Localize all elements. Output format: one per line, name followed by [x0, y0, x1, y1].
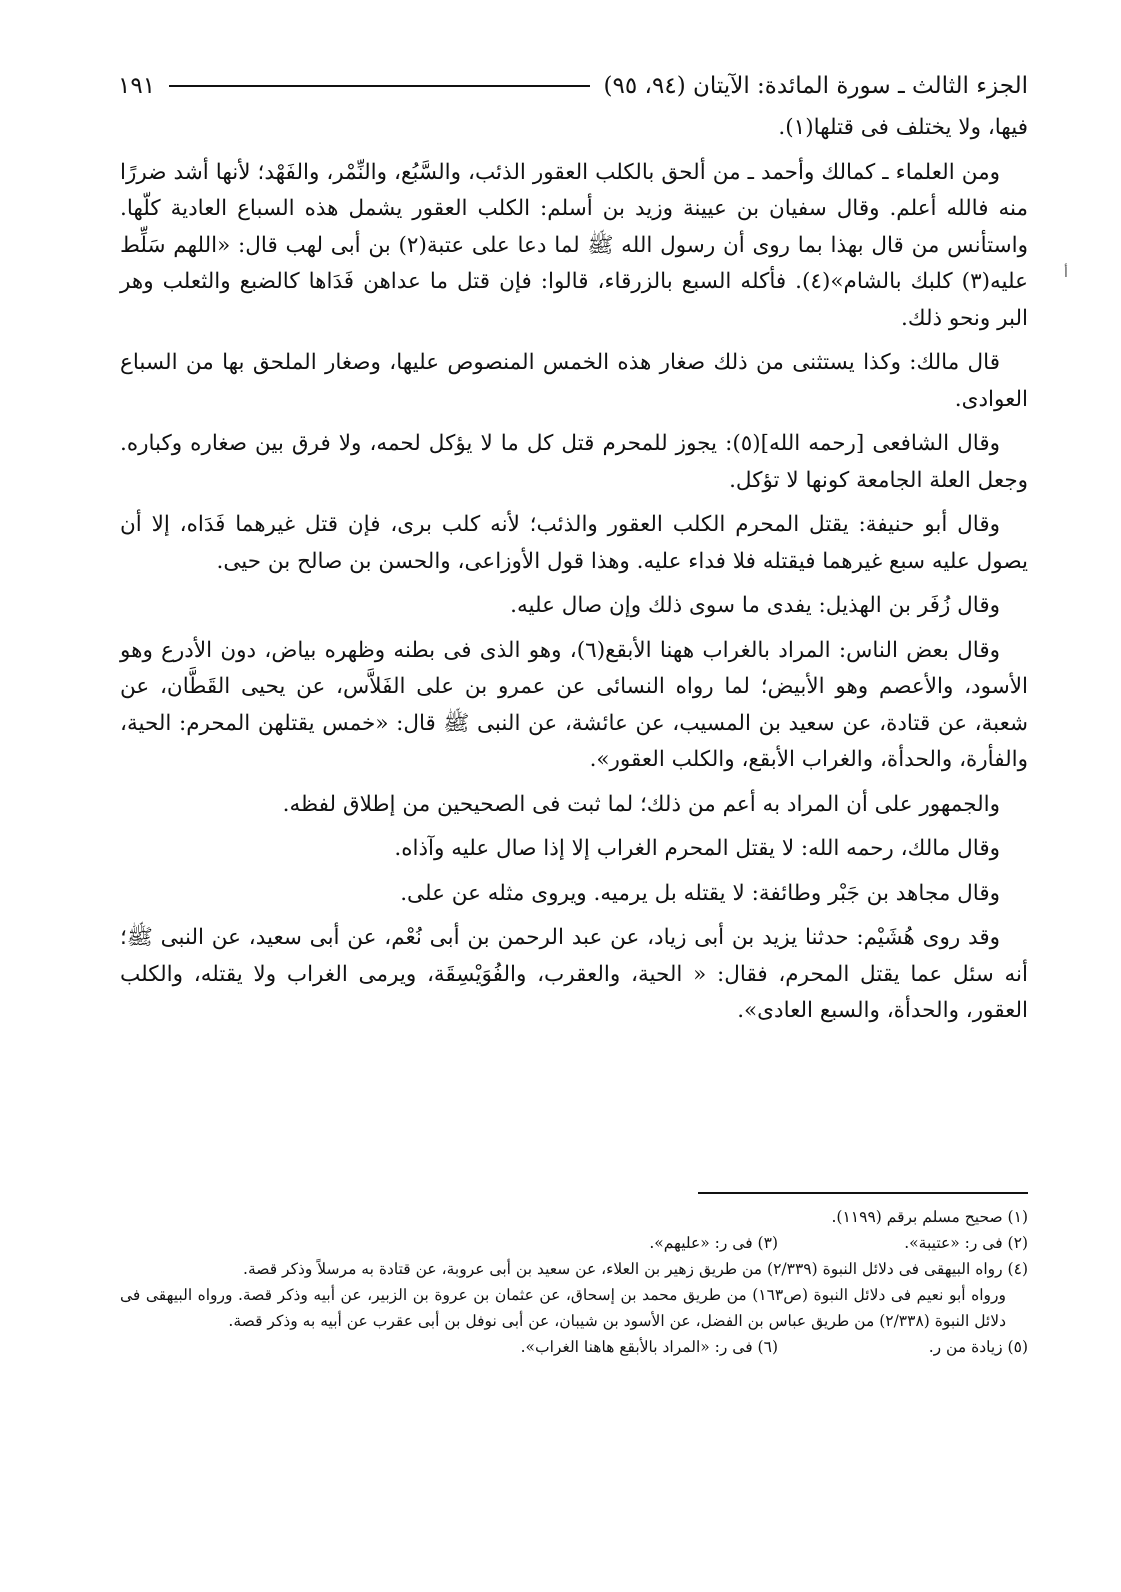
header-rule: [169, 85, 589, 87]
footnote-5: (٥) زيادة من ر.: [928, 1338, 1028, 1356]
paragraph: وقال الشافعى [رحمه الله](٥): يجوز للمحرم قتل كل ما لا يؤكل لحمه، ولا فرق بين صغاره وكباره. وجعل العلة الجامعة كونها لا تؤكل.: [120, 431, 1028, 493]
paragraph: ومن العلماء ـ كمالك وأحمد ـ من ألحق بالكلب العقور الذئب، والسَّبُع، والنِّمْر، والفَهْد؛ لأنها أشد ضررًا منه فالله أعلم. وقال سفيان بن عيينة وزيد بن أسلم: الكلب العقور يشمل هذه السباع العادية كلّها. واستأنس من قال بهذا بما روى أن رسول الله ﷺ لما دعا على عتبة(٢) بن أبى لهب قال: «اللهم سَلِّط عليه(٣) كلبك بالشام»(٤). فأكله السبع بالزرقاء، قالوا: فإن قتل ما عداهن فَدَاها كالضبع والثعلب وهر البر ونحو ذلك.: [120, 159, 1028, 331]
paragraph: فيها، ولا يختلف فى قتلها(١).: [778, 115, 1028, 140]
main-text: [120, 110, 1028, 1038]
paragraph: وقال أبو حنيفة: يقتل المحرم الكلب العقور والذئب؛ لأنه كلب برى، فإن قتل غيرهما فَدَاه، إلا أن يصول عليه سبع غيرهما فيقتله فلا فداء عليه. وهذا قول الأوزاعى، والحسن بن صالح بن حيى.: [120, 512, 1028, 574]
running-title: الجزء الثالث ـ سورة المائدة: الآيتان (٩٤، ٩٥): [603, 73, 1028, 99]
paragraph: وقال زُفَر بن الهذيل: يفدى ما سوى ذلك وإن صال عليه.: [510, 593, 1000, 618]
footnotes: [120, 1204, 1028, 1360]
paragraph: وقال مجاهد بن جَبْر وطائفة: لا يقتله بل يرميه. ويروى مثله عن على.: [400, 880, 1000, 906]
footnote-3: (٣) فى ر: «عليهم».: [649, 1234, 778, 1252]
footnote-separator: [698, 1192, 1028, 1194]
margin-mark: أ: [1064, 265, 1068, 281]
footnote-4-continued: ورواه أبو نعيم فى دلائل النبوة (ص١٦٣) من طريق محمد بن إسحاق، عن عثمان بن عروة بن الزبير، عن أبيه وذكر قصة. ورواه البيهقى فى دلائل النبوة (٢/٣٣٨) من طريق عباس بن الفضل، عن الأسود بن شيبان، عن أبى نوفل بن أبى عقرب عن أبيه به وذكر قصة.: [120, 1286, 1006, 1330]
footnote-2: (٢) فى ر: «عتيبة».: [904, 1234, 1028, 1252]
paragraph: قال مالك: وكذا يستثنى من ذلك صغار هذه الخمس المنصوص عليها، وصغار الملحق بها من السباع العوادى.: [120, 350, 1028, 412]
footnote-1: (١) صحيح مسلم برقم (١١٩٩).: [831, 1208, 1028, 1226]
paragraph: وقال بعض الناس: المراد بالغراب ههنا الأبقع(٦)، وهو الذى فى بطنه وظهره بياض، دون الأدرع وهو الأسود، والأعصم وهو الأبيض؛ لما رواه النسائى عن عمرو بن على الفَلاَّس، عن يحيى القَطَّان، عن شعبة، عن قتادة، عن سعيد بن المسيب، عن عائشة، عن النبى ﷺ قال: «خمس يقتلهن المحرم: الحية، والفأرة، والحدأة، والغراب الأبقع، والكلب العقور».: [120, 637, 1028, 772]
footnote-4: (٤) رواه البيهقى فى دلائل النبوة (٢/٣٣٩) من طريق زهير بن العلاء، عن سعيد بن أبى عروبة، عن قتادة به مرسلاً وذكر قصة.: [243, 1260, 1028, 1278]
paragraph: وقد روى هُشَيْم: حدثنا يزيد بن أبى زياد، عن عبد الرحمن بن أبى نُعْم، عن أبى سعيد، عن النبى ﷺ؛ أنه سئل عما يقتل المحرم، فقال: « الحية، والعقرب، والفُوَيْسِقَة، ويرمى الغراب ولا يقتله، والكلب العقور، والحدأة، والسبع العادى».: [120, 925, 1028, 1023]
footnote-6: (٦) فى ر: «المراد بالأبقع هاهنا الغراب».: [520, 1338, 778, 1356]
paragraph: والجمهور على أن المراد به أعم من ذلك؛ لما ثبت فى الصحيحين من إطلاق لفظه.: [282, 791, 1000, 817]
running-header: [118, 66, 1028, 106]
page-number: ١٩١: [118, 73, 156, 99]
footnote-row: [120, 1230, 1028, 1256]
paragraph: وقال مالك، رحمه الله: لا يقتل المحرم الغراب إلا إذا صال عليه وآذاه.: [394, 836, 1000, 861]
footnote-row: [120, 1334, 1028, 1360]
